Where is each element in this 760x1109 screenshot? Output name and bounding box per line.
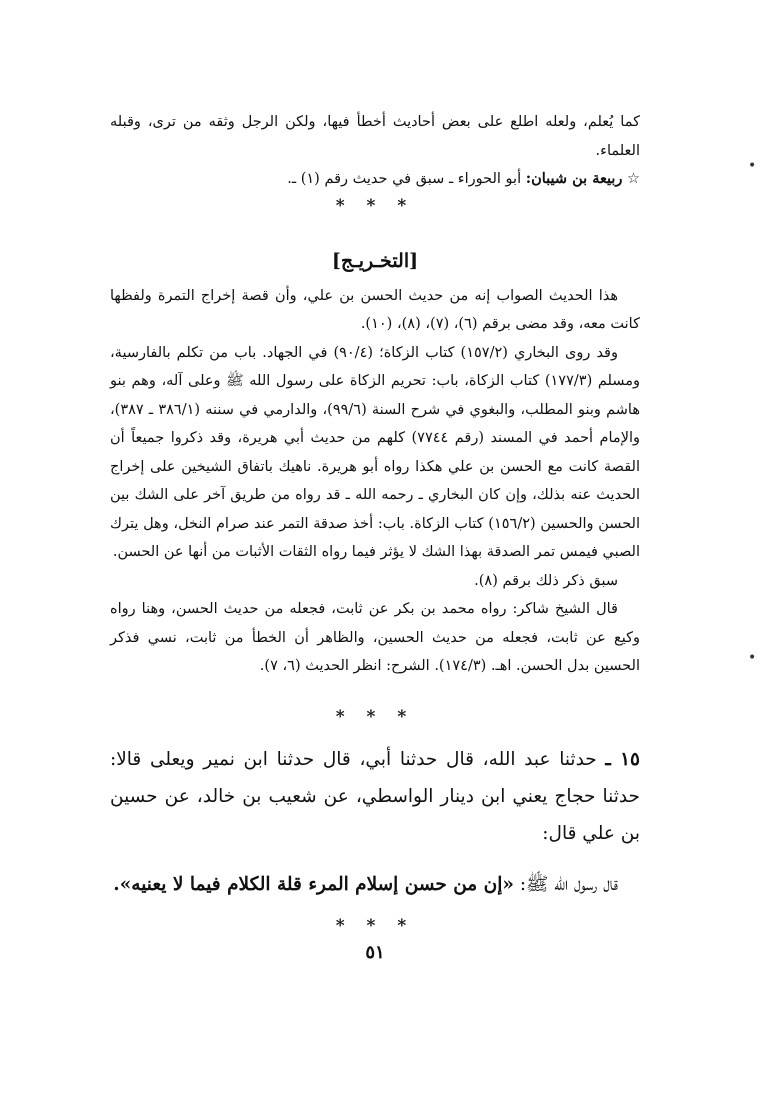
hadith-matn <box>110 864 640 906</box>
section-separator: * * * <box>335 915 415 936</box>
takhrij-paragraph-1: هذا الحديث الصواب إنه من حديث الحسن بن علي، وأن قصة إخراج التمرة ولفظها كانت معه، وقد مضى برقم (٦)، (٧)، (٨)، (١٠). <box>110 287 640 332</box>
section-separator: * * * <box>335 195 415 216</box>
hadith-matn-intro: قال رسول الله ﷺ: <box>519 873 618 895</box>
hadith-isnad <box>110 741 640 852</box>
document-page <box>110 108 640 1109</box>
rabia-text: أبو الحوراء ـ سبق في حديث رقم (١) ـ. <box>287 171 522 187</box>
page-number: ٥١ <box>365 941 385 963</box>
takhrij-paragraph-2: وقد روى البخاري (١٥٧/٢) كتاب الزكاة؛ (٩٠/٤) في الجهاد. باب من تكلم بالفارسية، ومسلم (١٧٧/٣) كتاب الزكاة، باب: تحريم الزكاة على رسول الله ﷺ وعلى آله، وهم بنو هاشم وبنو المطلب، والبغوي في شرح السنة (٩٩/٦)، والدارمي في سننه (٣٨٦/١ ـ ٣٨٧)، والإمام أحمد في المسند (رقم ٧٧٤٤) كلهم من حديث أبي هريرة، وقد ذكروا جميعاً أن القصة كانت مع الحسن بن علي هكذا رواه أبو هريرة. ناهيك باتفاق الشيخين على إخراج الحديث عنه بذلك، وإن كان البخاري ـ رحمه الله ـ قد رواه من طريق آخر على الشك بين الحسن والحسين (١٥٦/٢) كتاب الزكاة. باب: أخذ صدقة التمر عند صرام النخل، وهل يترك الصبي فيمس تمر الصدقة بهذا الشك لا يؤثر فيما رواه الثقات الأثبات من أنها عن الحسن. <box>110 344 641 560</box>
rabia-name: ربيعة بن شيبان: <box>525 170 623 187</box>
hadith-number: ١٥ ـ <box>605 748 640 770</box>
takhrij-paragraph-3: سبق ذكر ذلك برقم (٨). <box>474 572 618 589</box>
intro-text: كما يُعلم، ولعله اطلع على بعض أحاديث أخطأ فيها، ولكن الرجل وثقه من ترى، وقبله العلماء. <box>110 114 640 159</box>
takhrij-paragraph-4: قال الشيخ شاكر: رواه محمد بن بكر عن ثابت، فجعله من حديث الحسن، وهنا رواه وكيع عن ثابت، فجعله من حديث الحسين، والظاهر أن الخطأ من ثابت، نسي فذكر الحسين بدل الحسن. اهـ. (١٧٤/٣). الشرح: انظر الحديث (٦، ٧). <box>110 601 640 674</box>
hadith-isnad-text: حدثنا عبد الله، قال حدثنا أبي، قال حدثنا ابن نمير ويعلى قالا: حدثنا حجاج يعني ابن دينار الواسطي، عن شعيب بن خالد، عن حسين بن علي قال: <box>110 748 640 844</box>
rabia-entry <box>110 165 640 194</box>
star-icon: ☆ <box>627 171 640 187</box>
margin-dot: • <box>748 158 757 174</box>
margin-dot: • <box>748 650 757 666</box>
intro-paragraph <box>110 108 640 165</box>
hadith-matn-text: «إن من حسن إسلام المرء قلة الكلام فيما لا يعنيه». <box>113 873 514 895</box>
takhrij-heading: [التخـريـج] <box>331 249 419 272</box>
section-separator: * * * <box>335 706 415 727</box>
